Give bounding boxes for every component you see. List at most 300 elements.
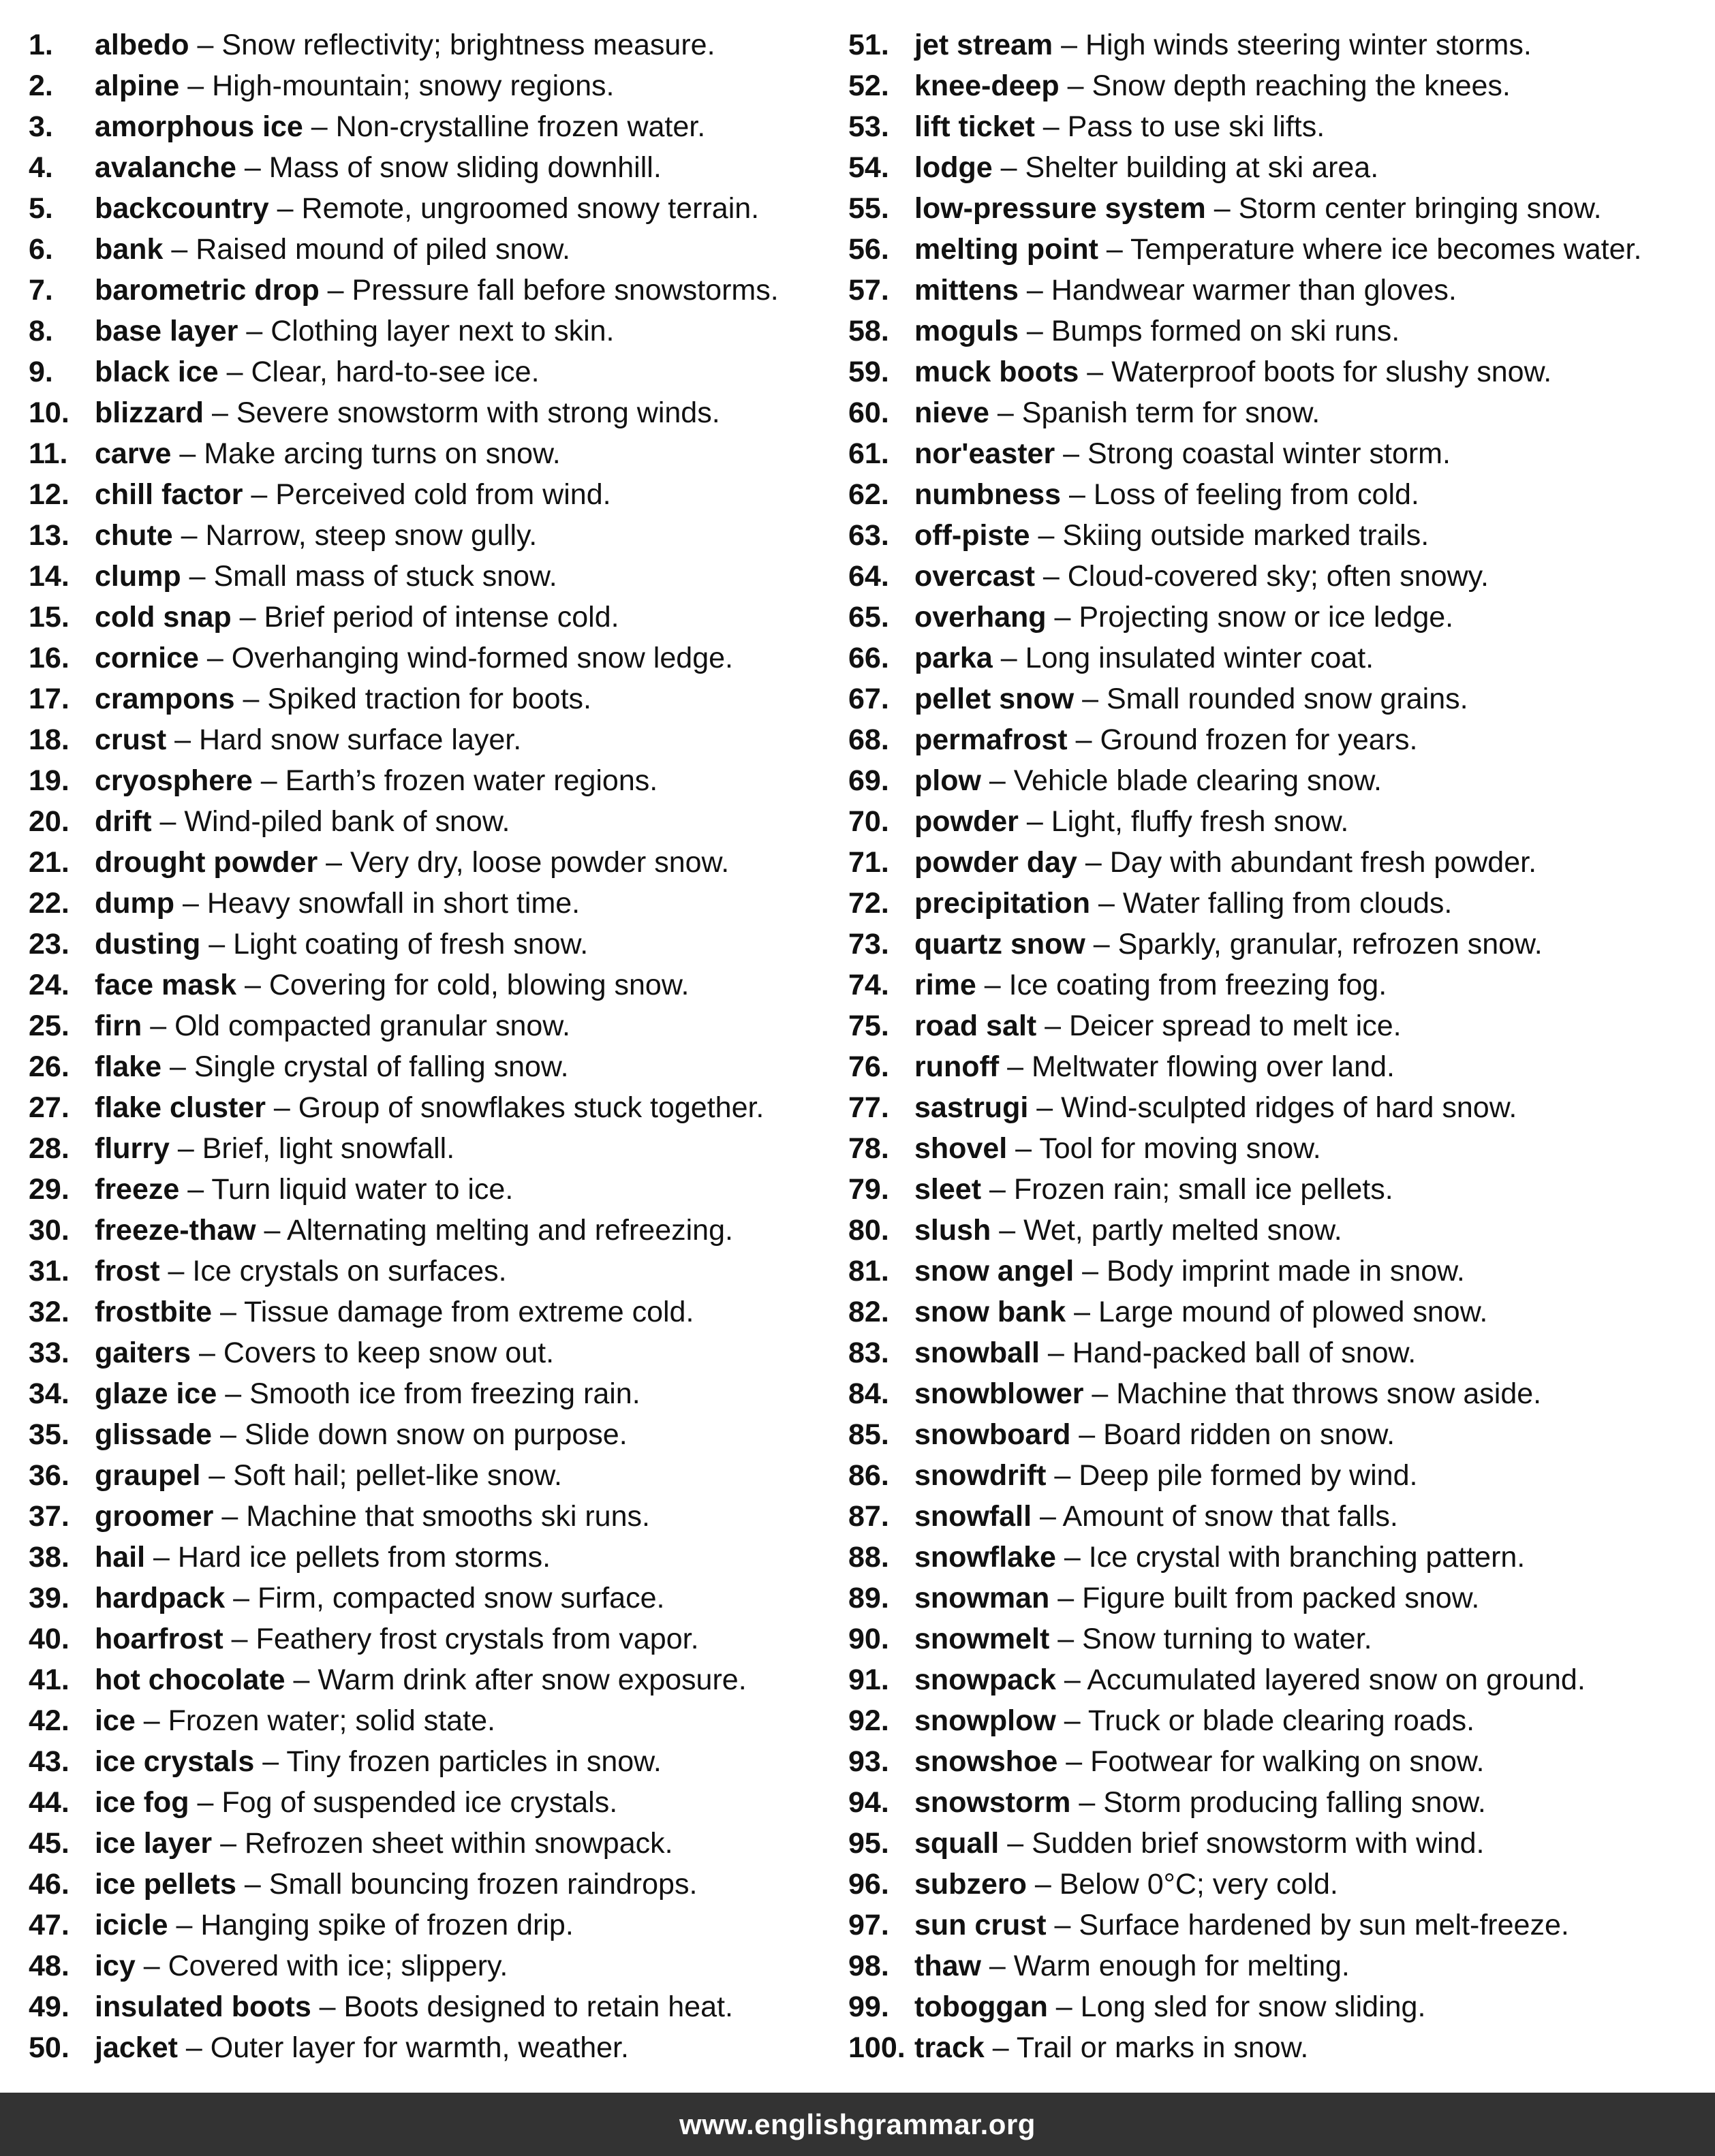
entry-definition: Pressure fall before snowstorms. <box>352 274 779 307</box>
entry-term: drift <box>95 805 152 838</box>
entry-definition: Covering for cold, blowing snow. <box>268 969 690 1001</box>
entry-definition: Deep pile formed by wind. <box>1079 1459 1418 1492</box>
entry-term: muck boots <box>914 356 1079 388</box>
entry-separator: – <box>218 356 251 388</box>
entry-separator: – <box>303 110 336 143</box>
entry-term: ice pellets <box>95 1868 236 1901</box>
list-item <box>29 270 846 311</box>
entry-term: powder <box>914 805 1019 838</box>
entry-separator: – <box>1049 1623 1083 1655</box>
list-item <box>29 65 846 106</box>
entry-definition: Handwear warmer than gloves. <box>1051 274 1457 307</box>
entry-separator: – <box>992 642 1025 674</box>
entry-term: snowmelt <box>914 1623 1050 1655</box>
list-item <box>848 1251 1707 1292</box>
entry-term: avalanche <box>95 151 236 184</box>
entry-definition: Storm producing falling snow. <box>1103 1786 1486 1819</box>
entry-separator: – <box>1030 519 1063 552</box>
entry-separator: – <box>238 315 271 347</box>
entry-definition: Strong coastal winter storm. <box>1087 437 1451 470</box>
list-item <box>848 1782 1707 1823</box>
entry-number: 67. <box>848 683 889 715</box>
entry-definition: Light, fluffy fresh snow. <box>1051 805 1349 838</box>
entry-number: 17. <box>29 683 69 715</box>
entry-definition: Warm drink after snow exposure. <box>318 1663 747 1696</box>
entry-number: 86. <box>848 1459 889 1492</box>
entry-definition: Snow depth reaching the knees. <box>1092 69 1511 102</box>
list-item <box>29 965 846 1005</box>
entry-definition: Frozen water; solid state. <box>168 1704 495 1737</box>
entry-separator: – <box>1047 1990 1081 2023</box>
entry-definition: Snow reflectivity; brightness measure. <box>221 29 715 61</box>
entry-term: cold snap <box>95 601 232 634</box>
entry-term: drought powder <box>95 846 318 879</box>
entry-definition: Meltwater flowing over land. <box>1031 1050 1395 1083</box>
list-item <box>29 229 846 270</box>
entry-separator: – <box>989 396 1022 429</box>
entry-separator: – <box>198 642 232 674</box>
entry-separator: – <box>1077 846 1110 879</box>
entry-definition: Spiked traction for boots. <box>267 683 591 715</box>
entry-term: snowdrift <box>914 1459 1047 1492</box>
entry-separator: – <box>1034 560 1068 593</box>
entry-term: frost <box>95 1255 160 1287</box>
entry-number: 55. <box>848 192 889 225</box>
list-item <box>29 1332 846 1373</box>
list-item <box>848 1537 1707 1578</box>
list-item <box>29 188 846 229</box>
list-item <box>29 556 846 597</box>
entry-term: toboggan <box>914 1990 1048 2023</box>
entry-separator: – <box>212 1296 245 1328</box>
entry-separator: – <box>1046 1909 1079 1941</box>
entry-term: blizzard <box>95 396 204 429</box>
entry-definition: Long insulated winter coat. <box>1025 642 1374 674</box>
entry-definition: Snow turning to water. <box>1082 1623 1372 1655</box>
entry-definition: Covered with ice; slippery. <box>168 1950 508 1982</box>
entry-definition: Machine that throws snow aside. <box>1116 1377 1542 1410</box>
list-item <box>848 351 1707 392</box>
entry-number: 62. <box>848 478 889 511</box>
entry-term: jet stream <box>914 29 1053 61</box>
entry-number: 70. <box>848 805 889 838</box>
entry-number: 57. <box>848 274 889 307</box>
list-item <box>848 1332 1707 1373</box>
entry-separator: – <box>234 683 268 715</box>
entry-separator: – <box>212 1418 245 1451</box>
entry-term: thaw <box>914 1950 981 1982</box>
entry-number: 72. <box>848 887 889 920</box>
entry-term: melting point <box>914 233 1098 266</box>
entry-term: lodge <box>914 151 993 184</box>
entry-number: 4. <box>29 151 53 184</box>
list-item <box>29 1986 846 2027</box>
list-item <box>848 392 1707 433</box>
entry-definition: Severe snowstorm with strong winds. <box>236 396 720 429</box>
entry-number: 16. <box>29 642 69 674</box>
list-item <box>848 1619 1707 1659</box>
entry-separator: – <box>254 1745 287 1778</box>
entry-number: 89. <box>848 1582 889 1614</box>
entry-number: 19. <box>29 764 69 797</box>
entry-definition: Raised mound of piled snow. <box>196 233 570 266</box>
list-item <box>848 270 1707 311</box>
entry-term: sleet <box>914 1173 982 1206</box>
entry-number: 1. <box>29 29 53 61</box>
entry-separator: – <box>311 1990 344 2023</box>
list-item <box>29 1496 846 1537</box>
entry-separator: – <box>1007 1132 1040 1165</box>
entry-number: 20. <box>29 805 69 838</box>
entry-term: ice layer <box>95 1827 213 1860</box>
list-item <box>848 311 1707 351</box>
entry-term: snowblower <box>914 1377 1084 1410</box>
entry-number: 75. <box>848 1010 889 1042</box>
entry-separator: – <box>268 192 302 225</box>
entry-separator: – <box>1079 356 1112 388</box>
list-item <box>848 1046 1707 1087</box>
entry-definition: Hard snow surface layer. <box>198 723 522 756</box>
list-item <box>848 842 1707 883</box>
entry-term: overhang <box>914 601 1047 634</box>
entry-separator: – <box>256 1214 288 1247</box>
entry-number: 28. <box>29 1132 69 1165</box>
entry-definition: Turn liquid water to ice. <box>211 1173 514 1206</box>
entry-separator: – <box>1083 1377 1117 1410</box>
entry-term: icicle <box>95 1909 168 1941</box>
list-item <box>29 760 846 801</box>
entry-separator: – <box>1026 1868 1060 1901</box>
entry-number: 44. <box>29 1786 69 1819</box>
entry-term: plow <box>914 764 981 797</box>
entry-separator: – <box>1085 928 1118 960</box>
entry-definition: Truck or blade clearing roads. <box>1087 1704 1475 1737</box>
entry-separator: – <box>223 1623 256 1655</box>
entry-separator: – <box>135 1950 168 1982</box>
entry-definition: Frozen rain; small ice pellets. <box>1013 1173 1393 1206</box>
entry-definition: Day with abundant fresh powder. <box>1109 846 1537 879</box>
entry-number: 40. <box>29 1623 69 1655</box>
entry-term: low-pressure system <box>914 192 1206 225</box>
entry-separator: – <box>159 1255 193 1287</box>
entry-definition: Smooth ice from freezing rain. <box>249 1377 640 1410</box>
entry-term: glaze ice <box>95 1377 217 1410</box>
entry-number: 76. <box>848 1050 889 1083</box>
entry-term: snowboard <box>914 1418 1071 1451</box>
entry-term: dusting <box>95 928 201 960</box>
entry-number: 5. <box>29 192 53 225</box>
entry-separator: – <box>151 805 185 838</box>
entry-definition: Below 0°C; very cold. <box>1059 1868 1338 1901</box>
entry-term: ice fog <box>95 1786 189 1819</box>
entry-definition: Clear, hard-to-see ice. <box>251 356 540 388</box>
list-item <box>848 924 1707 965</box>
entry-number: 7. <box>29 274 53 307</box>
entry-number: 18. <box>29 723 69 756</box>
entry-number: 66. <box>848 642 889 674</box>
entry-definition: Water falling from clouds. <box>1122 887 1453 920</box>
entry-separator: – <box>1059 69 1092 102</box>
entry-definition: Small bouncing frozen raindrops. <box>268 1868 698 1901</box>
entry-definition: Sparkly, granular, refrozen snow. <box>1117 928 1543 960</box>
entry-number: 45. <box>29 1827 69 1860</box>
entry-term: snowstorm <box>914 1786 1071 1819</box>
entry-separator: – <box>200 1459 234 1492</box>
entry-definition: Perceived cold from wind. <box>275 478 611 511</box>
entry-definition: Soft hail; pellet-like snow. <box>233 1459 562 1492</box>
list-item <box>848 1700 1707 1741</box>
entry-term: freeze <box>95 1173 180 1206</box>
entry-number: 59. <box>848 356 889 388</box>
list-item <box>848 1169 1707 1210</box>
entry-separator: – <box>1046 601 1079 634</box>
entry-term: nor'easter <box>914 437 1055 470</box>
entry-number: 10. <box>29 396 69 429</box>
entry-number: 46. <box>29 1868 69 1901</box>
entry-number: 25. <box>29 1010 69 1042</box>
entry-separator: – <box>976 969 1009 1001</box>
list-item <box>848 1373 1707 1414</box>
entry-term: icy <box>95 1950 136 1982</box>
entry-definition: Cloud-covered sky; often snowy. <box>1067 560 1489 593</box>
entry-term: mittens <box>914 274 1019 307</box>
list-item <box>29 1741 846 1782</box>
entry-term: base layer <box>95 315 238 347</box>
entry-term: road salt <box>914 1010 1037 1042</box>
entry-definition: Overhanging wind-formed snow ledge. <box>231 642 733 674</box>
entry-separator: – <box>1205 192 1239 225</box>
entry-term: sastrugi <box>914 1091 1029 1124</box>
entry-number: 6. <box>29 233 53 266</box>
entry-number: 79. <box>848 1173 889 1206</box>
list-item <box>848 1087 1707 1128</box>
entry-term: snowfall <box>914 1500 1032 1533</box>
list-item <box>29 1210 846 1251</box>
entry-number: 61. <box>848 437 889 470</box>
entry-separator: – <box>191 1337 223 1369</box>
entry-term: quartz snow <box>914 928 1085 960</box>
entry-number: 14. <box>29 560 69 593</box>
entry-term: bank <box>95 233 164 266</box>
entry-number: 69. <box>848 764 889 797</box>
entry-term: nieve <box>914 396 989 429</box>
entry-term: albedo <box>95 29 189 61</box>
entry-separator: – <box>135 1704 168 1737</box>
entry-separator: – <box>1057 1745 1091 1778</box>
entry-separator: – <box>189 1786 222 1819</box>
entry-number: 77. <box>848 1091 889 1124</box>
entry-separator: – <box>163 233 196 266</box>
entry-term: moguls <box>914 315 1019 347</box>
list-item <box>848 719 1707 760</box>
entry-number: 30. <box>29 1214 69 1247</box>
entry-separator: – <box>231 601 264 634</box>
list-item <box>848 147 1707 188</box>
entry-term: graupel <box>95 1459 201 1492</box>
entry-term: flake cluster <box>95 1091 266 1124</box>
entry-term: barometric drop <box>95 274 320 307</box>
list-item <box>29 1414 846 1455</box>
entry-number: 34. <box>29 1377 69 1410</box>
entry-term: runoff <box>914 1050 1000 1083</box>
entry-definition: Ice crystals on surfaces. <box>192 1255 507 1287</box>
list-item <box>29 1659 846 1700</box>
entry-term: snowshoe <box>914 1745 1058 1778</box>
list-item <box>29 147 846 188</box>
entry-definition: Body imprint made in snow. <box>1106 1255 1465 1287</box>
entry-term: alpine <box>95 69 180 102</box>
entry-number: 54. <box>848 151 889 184</box>
entry-definition: Accumulated layered snow on ground. <box>1087 1663 1586 1696</box>
entry-separator: – <box>213 1500 247 1533</box>
list-item <box>848 1986 1707 2027</box>
entry-separator: – <box>1074 683 1107 715</box>
entry-number: 42. <box>29 1704 69 1737</box>
entry-separator: – <box>212 1827 245 1860</box>
entry-number: 95. <box>848 1827 889 1860</box>
entry-separator: – <box>1098 233 1130 266</box>
entry-definition: Alternating melting and refreezing. <box>287 1214 733 1247</box>
entry-term: parka <box>914 642 993 674</box>
list-item <box>848 965 1707 1005</box>
entry-number: 74. <box>848 969 889 1001</box>
list-item <box>29 597 846 638</box>
entry-definition: Hand-packed ball of snow. <box>1072 1337 1417 1369</box>
entry-term: hot chocolate <box>95 1663 285 1696</box>
list-item <box>848 1210 1707 1251</box>
entry-term: knee-deep <box>914 69 1060 102</box>
entry-number: 12. <box>29 478 69 511</box>
list-item <box>29 1046 846 1087</box>
entry-separator: – <box>179 1173 212 1206</box>
entry-separator: – <box>265 1091 298 1124</box>
entry-separator: – <box>204 396 236 429</box>
list-item <box>29 25 846 65</box>
entry-number: 31. <box>29 1255 69 1287</box>
entry-definition: Sudden brief snowstorm with wind. <box>1032 1827 1485 1860</box>
entry-number: 21. <box>29 846 69 879</box>
entry-definition: Small rounded snow grains. <box>1106 683 1468 715</box>
entry-separator: – <box>236 969 269 1001</box>
list-item <box>29 474 846 515</box>
entry-definition: Temperature where ice becomes water. <box>1130 233 1642 266</box>
entry-definition: Ice crystal with branching pattern. <box>1088 1541 1526 1574</box>
entry-definition: Refrozen sheet within snowpack. <box>244 1827 673 1860</box>
entry-number: 82. <box>848 1296 889 1328</box>
entry-number: 47. <box>29 1909 69 1941</box>
entry-separator: – <box>1049 1582 1083 1614</box>
footer-url: www.englishgrammar.org <box>679 2108 1036 2140</box>
entry-definition: Wind-sculpted ridges of hard snow. <box>1061 1091 1517 1124</box>
entry-separator: – <box>166 723 199 756</box>
list-item <box>848 801 1707 842</box>
entry-separator: – <box>1055 1663 1087 1696</box>
entry-term: frostbite <box>95 1296 212 1328</box>
entry-definition: Hanging spike of frozen drip. <box>200 1909 574 1941</box>
entry-separator: – <box>1070 1418 1104 1451</box>
entry-term: pellet snow <box>914 683 1075 715</box>
entry-term: flurry <box>95 1132 170 1165</box>
entry-term: squall <box>914 1827 1000 1860</box>
entry-separator: – <box>1018 274 1051 307</box>
entry-number: 94. <box>848 1786 889 1819</box>
entry-definition: Non-crystalline frozen water. <box>335 110 706 143</box>
entry-separator: – <box>177 2031 211 2064</box>
entry-term: jacket <box>95 2031 178 2064</box>
entry-number: 65. <box>848 601 889 634</box>
entry-number: 41. <box>29 1663 69 1696</box>
entry-separator: – <box>189 29 222 61</box>
entry-number: 23. <box>29 928 69 960</box>
entry-number: 96. <box>848 1868 889 1901</box>
entry-separator: – <box>169 1132 202 1165</box>
entry-number: 22. <box>29 887 69 920</box>
list-item <box>848 760 1707 801</box>
entry-term: permafrost <box>914 723 1068 756</box>
entry-separator: – <box>1039 1337 1072 1369</box>
entry-number: 15. <box>29 601 69 634</box>
entry-number: 9. <box>29 356 53 388</box>
entry-term: shovel <box>914 1132 1008 1165</box>
list-item <box>29 801 846 842</box>
entry-term: glissade <box>95 1418 213 1451</box>
footer-bar <box>0 2093 1715 2156</box>
list-item <box>29 1373 846 1414</box>
entry-number: 52. <box>848 69 889 102</box>
list-item <box>29 842 846 883</box>
list-item <box>29 1782 846 1823</box>
entry-term: powder day <box>914 846 1077 879</box>
list-item <box>29 1087 846 1128</box>
entry-term: chill factor <box>95 478 243 511</box>
entry-definition: Spanish term for snow. <box>1021 396 1320 429</box>
list-item <box>29 1251 846 1292</box>
list-item <box>29 1537 846 1578</box>
entry-term: snowplow <box>914 1704 1056 1737</box>
list-item <box>848 1946 1707 1986</box>
entry-definition: Earth’s frozen water regions. <box>285 764 658 797</box>
list-item <box>29 433 846 474</box>
entry-term: crampons <box>95 683 235 715</box>
list-item <box>29 106 846 147</box>
entry-separator: – <box>243 478 276 511</box>
entry-definition: Firm, compacted snow surface. <box>258 1582 665 1614</box>
entry-term: dump <box>95 887 175 920</box>
entry-term: overcast <box>914 560 1035 593</box>
entry-term: amorphous ice <box>95 110 303 143</box>
entry-term: hardpack <box>95 1582 226 1614</box>
list-item <box>29 1905 846 1946</box>
entry-definition: Feathery frost crystals from vapor. <box>256 1623 699 1655</box>
list-item <box>848 1578 1707 1619</box>
entry-number: 43. <box>29 1745 69 1778</box>
entry-separator: – <box>181 560 214 593</box>
entry-term: snowball <box>914 1337 1040 1369</box>
list-item <box>29 1619 846 1659</box>
list-item <box>29 924 846 965</box>
list-item <box>29 392 846 433</box>
entry-number: 71. <box>848 846 889 879</box>
list-item <box>29 1578 846 1619</box>
list-item <box>848 1128 1707 1169</box>
entry-definition: Fog of suspended ice crystals. <box>221 1786 618 1819</box>
entry-term: flake <box>95 1050 162 1083</box>
entry-term: rime <box>914 969 976 1001</box>
entry-separator: – <box>174 887 207 920</box>
entry-number: 11. <box>29 437 68 470</box>
list-item <box>29 1823 846 1864</box>
entry-term: clump <box>95 560 181 593</box>
